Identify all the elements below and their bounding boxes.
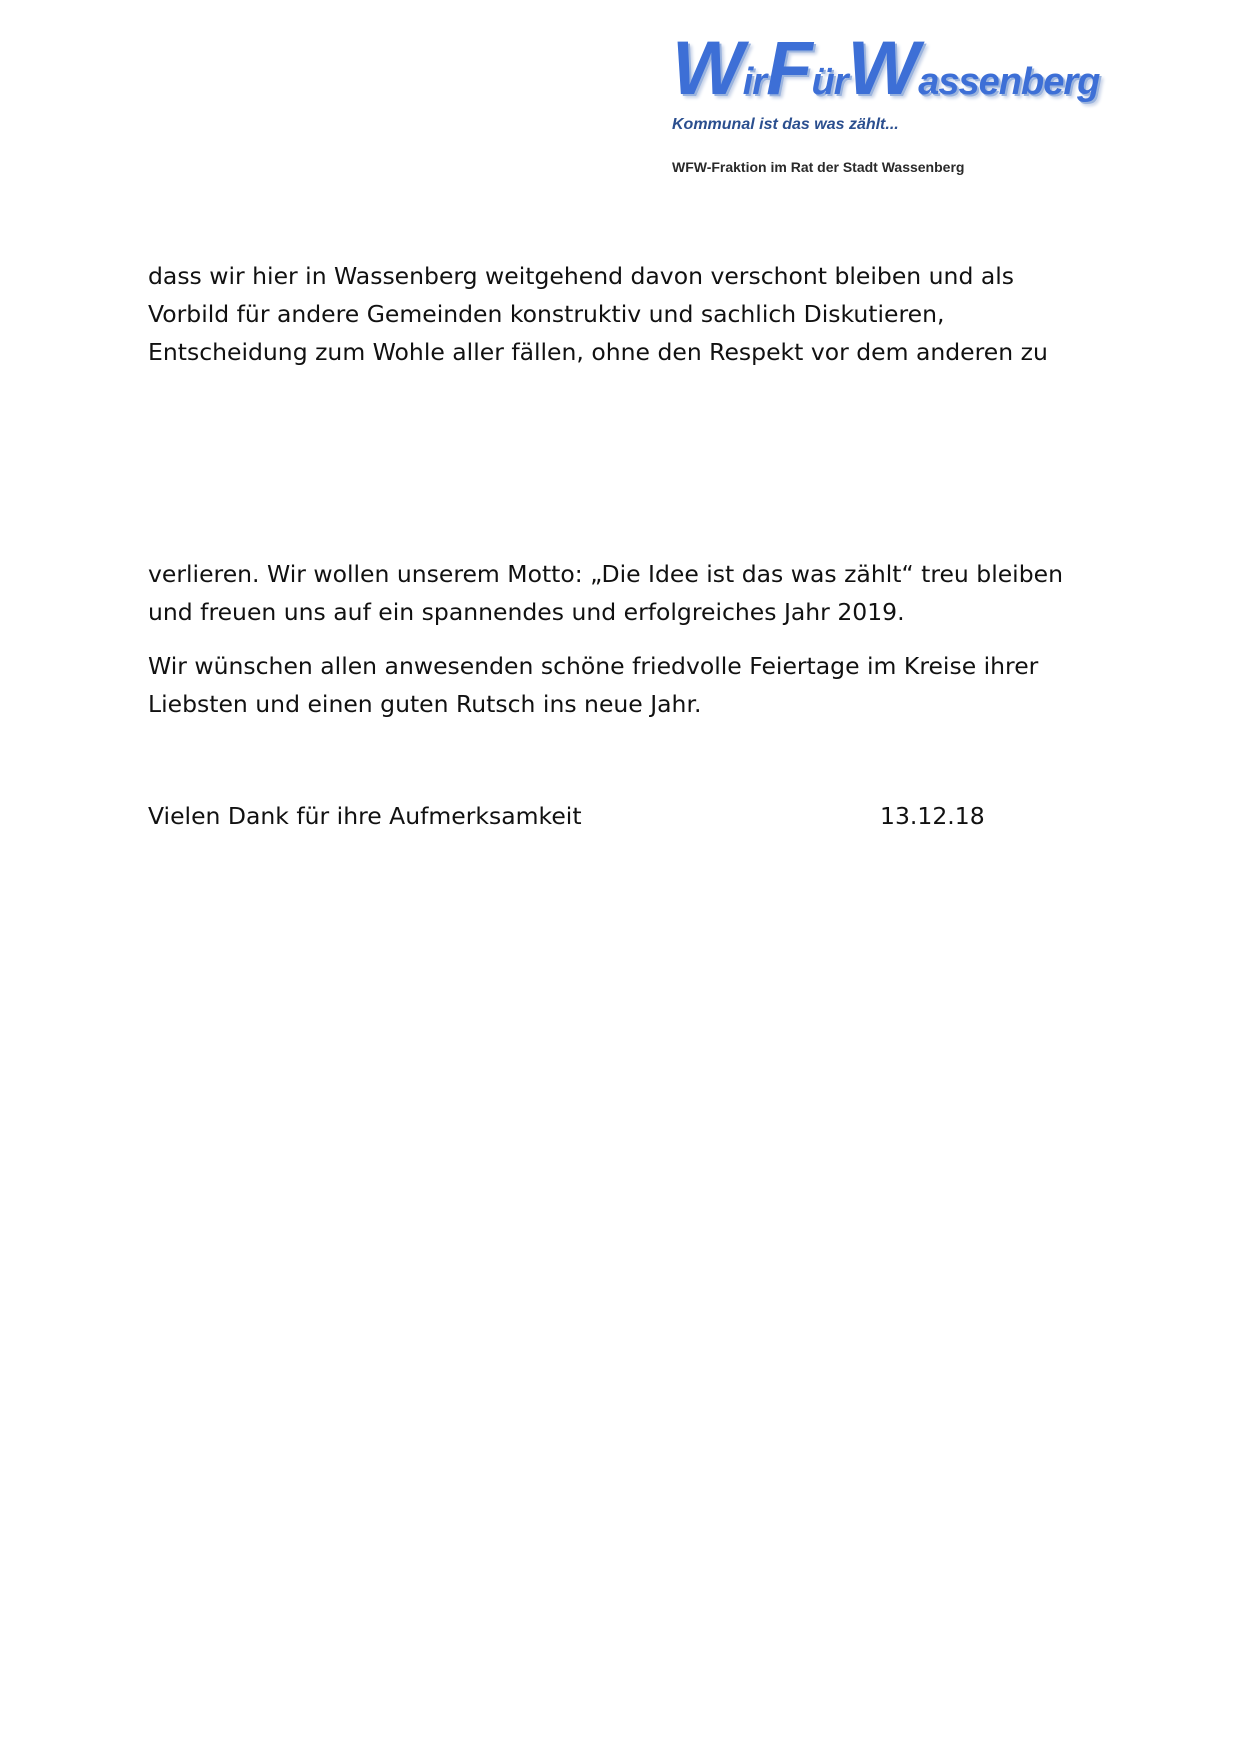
closing-thanks: Vielen Dank für ihre Aufmerksamkeit <box>148 802 582 830</box>
logo-letter-f: F <box>766 26 812 111</box>
logo-letter-w2: W <box>847 26 919 111</box>
logo-text-ir: ir <box>742 61 767 103</box>
text-line: Vorbild für andere Gemeinden konstruktiv und sachlich Diskutieren, <box>148 300 945 328</box>
wfw-logo <box>672 24 1220 114</box>
paragraph-3 <box>148 647 1108 723</box>
text-line: Entscheidung zum Wohle aller fällen, ohne den Respekt vor dem anderen zu <box>148 338 1048 366</box>
slogan: Kommunal ist das was zählt... <box>672 116 899 133</box>
document-date: 13.12.18 <box>880 802 985 830</box>
text-line: und freuen uns auf ein spannendes und erfolgreiches Jahr 2019. <box>148 598 905 626</box>
faction-name: WFW-Fraktion im Rat der Stadt Wassenberg <box>672 159 965 175</box>
logo-letter-w1: W <box>672 26 743 111</box>
paragraph-1 <box>148 257 1108 371</box>
text-line: dass wir hier in Wassenberg weitgehend davon verschont bleiben und als <box>148 262 1015 290</box>
letterhead <box>672 24 1220 194</box>
logo-text-assenberg: assenberg <box>918 61 1100 103</box>
text-line: Liebsten und einen guten Rutsch ins neue Jahr. <box>148 690 702 718</box>
text-line: verlieren. Wir wollen unserem Motto: „Die Idee ist das was zählt“ treu bleiben <box>148 560 1063 588</box>
logo-text-ur: ür <box>811 61 848 103</box>
text-line: Wir wünschen allen anwesenden schöne friedvolle Feiertage im Kreise ihrer <box>148 652 1039 680</box>
paragraph-2 <box>148 555 1108 631</box>
